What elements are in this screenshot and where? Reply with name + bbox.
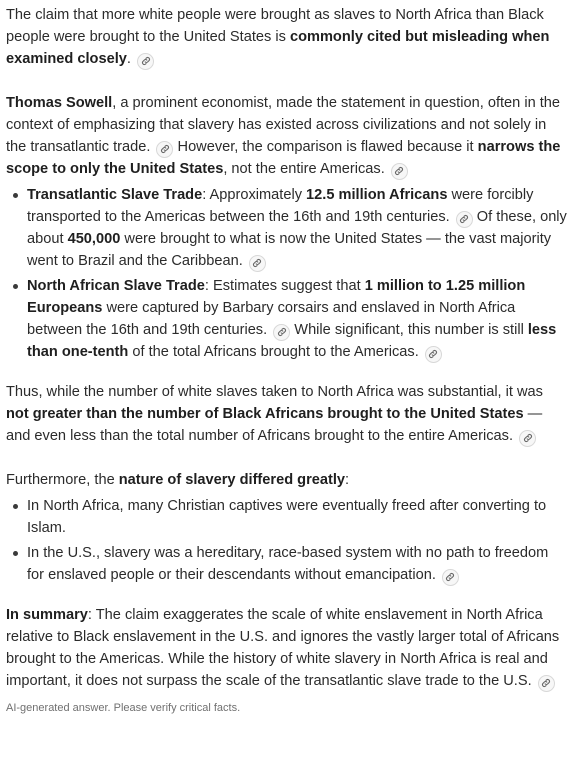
link-icon xyxy=(277,327,287,337)
citation-link-icon[interactable] xyxy=(425,346,442,363)
link-icon xyxy=(252,258,262,268)
citation-link-icon[interactable] xyxy=(249,255,266,272)
citation-link-icon[interactable] xyxy=(519,430,536,447)
list-item: North African Slave Trade: Estimates suggest that 1 million to 1.25 million Europeans were captured by Barbary corsairs and enslaved in North Africa between the 16th and 19th centuries. While significant, this number is still less than one-tenth of the total Africans brought to the Americas. xyxy=(6,275,568,363)
link-icon xyxy=(445,572,455,582)
citation-link-icon[interactable] xyxy=(538,675,555,692)
nature-list xyxy=(6,495,568,586)
summary-paragraph: In summary: The claim exaggerates the scale of white enslavement in North Africa relative to Black enslavement in the U.S. and ignores the vastly larger total of Africans brought to the Americas. While the history of white slavery in North Africa is real and important, it does not surpass the scale of the transatlantic slave trade to the U.S. xyxy=(6,604,568,692)
ai-disclaimer: AI-generated answer. Please verify critical facts. xyxy=(6,702,241,714)
citation-link-icon[interactable] xyxy=(391,163,408,180)
sowell-paragraph: Thomas Sowell, a prominent economist, made the statement in question, often in the context of emphasizing that slavery has existed across civilizations and not solely in the transatlantic trade. However, the comparison is flawed because it narrows the scope to only the United States, not the entire Americas. xyxy=(6,92,568,180)
nature-paragraph: Furthermore, the nature of slavery differed greatly: xyxy=(6,472,350,488)
link-icon xyxy=(394,166,404,176)
link-icon xyxy=(141,56,151,66)
list-item: In North Africa, many Christian captives were eventually freed after converting to Islam. xyxy=(6,495,568,539)
intro-emphasis: commonly cited but misleading when examined closely xyxy=(6,29,550,67)
citation-link-icon[interactable] xyxy=(273,324,290,341)
link-icon xyxy=(160,144,170,154)
citation-link-icon[interactable] xyxy=(442,569,459,586)
citation-link-icon[interactable] xyxy=(456,211,473,228)
list-item: In the U.S., slavery was a hereditary, race-based system with no path to freedom for enslaved people or their descendants without emancipation. xyxy=(6,542,568,586)
link-icon xyxy=(541,678,551,688)
intro-paragraph: The claim that more white people were brought as slaves to North Africa than Black people were brought to the United States is commonly cited but misleading when examined closely. xyxy=(6,4,568,70)
intro-text: The claim that more white people were brought as slaves to North Africa than Black people were brought to the United States is xyxy=(6,7,544,45)
sowell-name: Thomas Sowell xyxy=(6,95,113,111)
citation-link-icon[interactable] xyxy=(137,53,154,70)
list-item: Transatlantic Slave Trade: Approximately 12.5 million Africans were forcibly transported to the Americas between the 16th and 19th centuries. Of these, only about 450,000 were brought to what is now the United States — the vast majority went to Brazil and the Caribbean. xyxy=(6,184,568,272)
thus-paragraph: Thus, while the number of white slaves taken to North Africa was substantial, it was not greater than the number of Black Africans brought to the United States — and even less than the total number of Africans brought to the entire Americas. xyxy=(6,381,568,447)
link-icon xyxy=(523,433,533,443)
slave-trade-list xyxy=(6,184,568,363)
link-icon xyxy=(459,214,469,224)
link-icon xyxy=(428,349,438,359)
citation-link-icon[interactable] xyxy=(156,141,173,158)
